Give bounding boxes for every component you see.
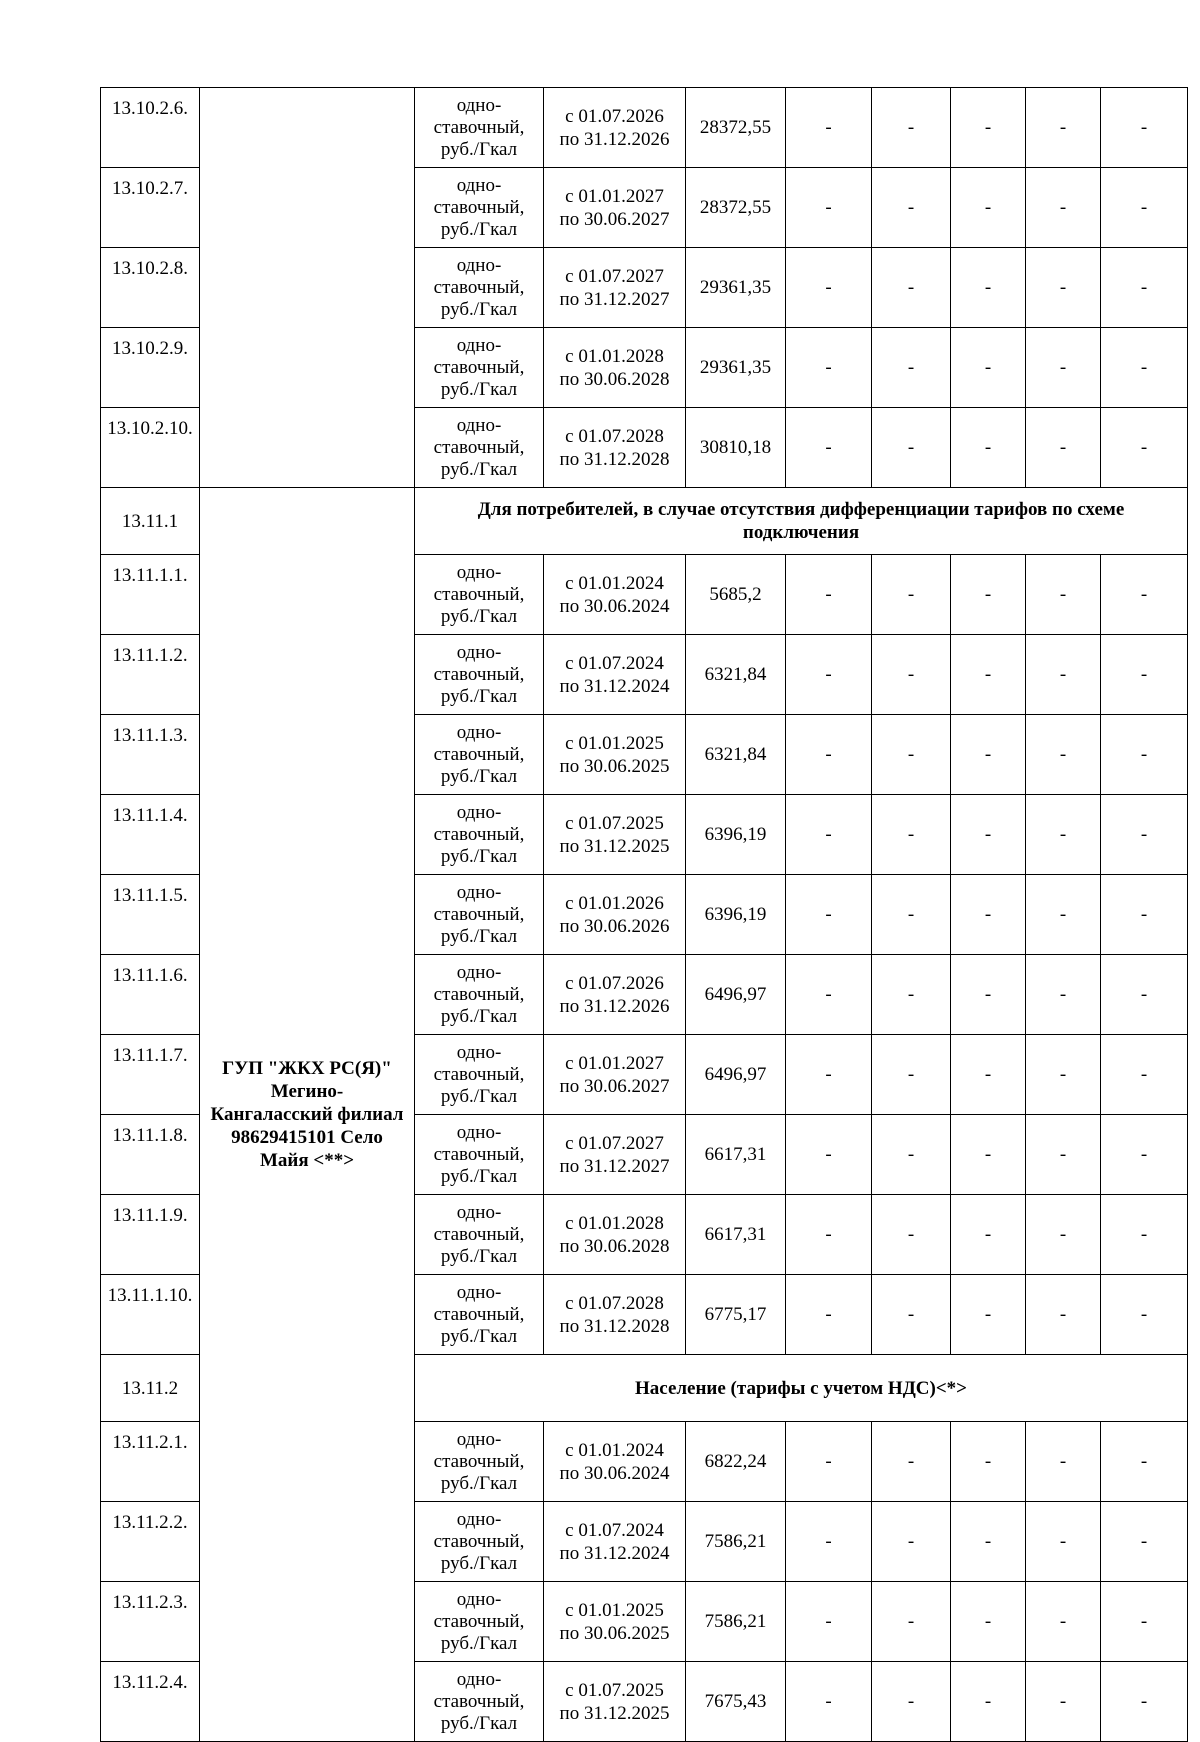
empty-value-cell: -	[872, 1582, 951, 1662]
period-from: с 01.07.2026	[565, 972, 664, 994]
empty-value-cell: -	[786, 875, 872, 955]
empty-value-cell: -	[872, 1502, 951, 1582]
row-number: 13.10.2.9.	[101, 328, 200, 408]
tariff-table	[100, 87, 1188, 1742]
period-to: по 30.06.2024	[559, 595, 670, 617]
empty-value-cell: -	[1101, 715, 1188, 795]
empty-value-cell: -	[1101, 1662, 1188, 1742]
tariff-period	[544, 1662, 686, 1742]
tariff-kind: одно-ставочный, руб./Гкал	[415, 1422, 544, 1502]
empty-value-cell: -	[872, 168, 951, 248]
tariff-value: 6496,97	[686, 1035, 786, 1115]
empty-value-cell: -	[872, 555, 951, 635]
empty-value-cell: -	[1101, 328, 1188, 408]
period-to: по 31.12.2026	[559, 128, 670, 150]
empty-value-cell: -	[951, 1502, 1026, 1582]
empty-value-cell: -	[872, 1662, 951, 1742]
row-number: 13.10.2.8.	[101, 248, 200, 328]
section-header-row	[101, 488, 1188, 555]
period-to: по 31.12.2027	[559, 288, 670, 310]
empty-value-cell: -	[951, 328, 1026, 408]
tariff-period	[544, 408, 686, 488]
empty-value-cell: -	[1026, 955, 1101, 1035]
section-header: Для потребителей, в случае отсутствия дифференциации тарифов по схеме подключения	[415, 488, 1188, 555]
period-from: с 01.01.2028	[565, 345, 664, 367]
tariff-kind: одно-ставочный, руб./Гкал	[415, 955, 544, 1035]
row-number: 13.11.1.9.	[101, 1195, 200, 1275]
period-from: с 01.07.2026	[565, 105, 664, 127]
tariff-value: 6822,24	[686, 1422, 786, 1502]
tariff-table-body	[101, 88, 1188, 1742]
period-from: с 01.07.2025	[565, 1679, 664, 1701]
row-number: 13.11.1.4.	[101, 795, 200, 875]
tariff-value: 6617,31	[686, 1195, 786, 1275]
tariff-value: 7675,43	[686, 1662, 786, 1742]
empty-value-cell: -	[1101, 88, 1188, 168]
tariff-period	[544, 1422, 686, 1502]
tariff-period	[544, 1195, 686, 1275]
empty-value-cell: -	[786, 1582, 872, 1662]
empty-value-cell: -	[1026, 1115, 1101, 1195]
empty-value-cell: -	[872, 875, 951, 955]
tariff-value: 6396,19	[686, 875, 786, 955]
tariff-value: 6396,19	[686, 795, 786, 875]
row-number: 13.11.2.1.	[101, 1422, 200, 1502]
empty-value-cell: -	[786, 168, 872, 248]
empty-value-cell: -	[1101, 1115, 1188, 1195]
empty-value-cell: -	[1026, 635, 1101, 715]
empty-value-cell: -	[872, 1035, 951, 1115]
tariff-kind: одно-ставочный, руб./Гкал	[415, 1275, 544, 1355]
empty-value-cell: -	[872, 408, 951, 488]
section-number: 13.11.2	[101, 1355, 200, 1422]
empty-value-cell: -	[872, 1195, 951, 1275]
section-header: Население (тарифы с учетом НДС)<*>	[415, 1355, 1188, 1422]
tariff-value: 6617,31	[686, 1115, 786, 1195]
empty-value-cell: -	[1026, 328, 1101, 408]
tariff-value: 6496,97	[686, 955, 786, 1035]
empty-value-cell: -	[872, 1422, 951, 1502]
period-from: с 01.01.2024	[565, 1439, 664, 1461]
empty-value-cell: -	[1101, 875, 1188, 955]
tariff-period	[544, 1115, 686, 1195]
period-from: с 01.07.2024	[565, 1519, 664, 1541]
row-number: 13.11.2.2.	[101, 1502, 200, 1582]
tariff-kind: одно-ставочный, руб./Гкал	[415, 795, 544, 875]
empty-value-cell: -	[1026, 1035, 1101, 1115]
empty-value-cell: -	[951, 1115, 1026, 1195]
empty-value-cell: -	[786, 408, 872, 488]
period-to: по 31.12.2027	[559, 1155, 670, 1177]
row-number: 13.11.1.1.	[101, 555, 200, 635]
tariff-kind: одно-ставочный, руб./Гкал	[415, 248, 544, 328]
empty-value-cell: -	[951, 955, 1026, 1035]
period-to: по 30.06.2028	[559, 368, 670, 390]
empty-value-cell: -	[951, 88, 1026, 168]
period-to: по 31.12.2028	[559, 448, 670, 470]
empty-value-cell: -	[786, 248, 872, 328]
period-to: по 30.06.2025	[559, 1622, 670, 1644]
empty-value-cell: -	[951, 795, 1026, 875]
period-from: с 01.07.2025	[565, 812, 664, 834]
empty-value-cell: -	[1026, 1422, 1101, 1502]
tariff-period	[544, 1502, 686, 1582]
empty-value-cell: -	[951, 875, 1026, 955]
empty-value-cell: -	[786, 795, 872, 875]
empty-value-cell: -	[1101, 408, 1188, 488]
row-number: 13.10.2.7.	[101, 168, 200, 248]
tariff-value: 6321,84	[686, 715, 786, 795]
period-from: с 01.01.2026	[565, 892, 664, 914]
tariff-period	[544, 1275, 686, 1355]
empty-value-cell: -	[786, 555, 872, 635]
empty-value-cell: -	[786, 1662, 872, 1742]
tariff-kind: одно-ставочный, руб./Гкал	[415, 875, 544, 955]
period-from: с 01.01.2024	[565, 572, 664, 594]
period-from: с 01.01.2027	[565, 185, 664, 207]
tariff-value: 29361,35	[686, 328, 786, 408]
table-row	[101, 88, 1188, 168]
tariff-period	[544, 795, 686, 875]
empty-value-cell: -	[786, 1195, 872, 1275]
tariff-period	[544, 328, 686, 408]
period-from: с 01.07.2024	[565, 652, 664, 674]
tariff-period	[544, 1035, 686, 1115]
tariff-value: 29361,35	[686, 248, 786, 328]
tariff-kind: одно-ставочный, руб./Гкал	[415, 88, 544, 168]
empty-value-cell: -	[1026, 1195, 1101, 1275]
empty-value-cell: -	[786, 1115, 872, 1195]
organization-cell-continued	[200, 88, 415, 488]
tariff-kind: одно-ставочный, руб./Гкал	[415, 408, 544, 488]
period-from: с 01.01.2025	[565, 1599, 664, 1621]
empty-value-cell: -	[1026, 248, 1101, 328]
empty-value-cell: -	[951, 635, 1026, 715]
row-number: 13.10.2.6.	[101, 88, 200, 168]
tariff-period	[544, 715, 686, 795]
period-from: с 01.01.2028	[565, 1212, 664, 1234]
tariff-value: 7586,21	[686, 1502, 786, 1582]
empty-value-cell: -	[872, 955, 951, 1035]
row-number: 13.11.1.10.	[101, 1275, 200, 1355]
empty-value-cell: -	[786, 635, 872, 715]
period-to: по 30.06.2025	[559, 755, 670, 777]
empty-value-cell: -	[1026, 795, 1101, 875]
period-from: с 01.01.2025	[565, 732, 664, 754]
row-number: 13.11.1.7.	[101, 1035, 200, 1115]
empty-value-cell: -	[1101, 1502, 1188, 1582]
period-to: по 31.12.2025	[559, 1702, 670, 1724]
row-number: 13.11.1.6.	[101, 955, 200, 1035]
tariff-kind: одно-ставочный, руб./Гкал	[415, 1662, 544, 1742]
tariff-period	[544, 955, 686, 1035]
tariff-value: 7586,21	[686, 1582, 786, 1662]
empty-value-cell: -	[1026, 715, 1101, 795]
period-to: по 31.12.2025	[559, 835, 670, 857]
row-number: 13.11.1.2.	[101, 635, 200, 715]
empty-value-cell: -	[1026, 555, 1101, 635]
organization-cell: ГУП "ЖКХ РС(Я)" Мегино-Кангаласский филиал 98629415101 Село Майя <**>	[200, 488, 415, 1742]
empty-value-cell: -	[1026, 1582, 1101, 1662]
period-to: по 31.12.2024	[559, 675, 670, 697]
empty-value-cell: -	[1101, 248, 1188, 328]
empty-value-cell: -	[1026, 88, 1101, 168]
empty-value-cell: -	[951, 168, 1026, 248]
empty-value-cell: -	[1101, 168, 1188, 248]
empty-value-cell: -	[951, 408, 1026, 488]
empty-value-cell: -	[872, 248, 951, 328]
empty-value-cell: -	[786, 715, 872, 795]
section-number: 13.11.1	[101, 488, 200, 555]
empty-value-cell: -	[951, 555, 1026, 635]
empty-value-cell: -	[1101, 1582, 1188, 1662]
empty-value-cell: -	[1101, 955, 1188, 1035]
empty-value-cell: -	[1026, 1662, 1101, 1742]
empty-value-cell: -	[1101, 1195, 1188, 1275]
empty-value-cell: -	[786, 88, 872, 168]
tariff-period	[544, 248, 686, 328]
tariff-kind: одно-ставочный, руб./Гкал	[415, 715, 544, 795]
tariff-kind: одно-ставочный, руб./Гкал	[415, 635, 544, 715]
period-to: по 30.06.2026	[559, 915, 670, 937]
row-number: 13.11.2.4.	[101, 1662, 200, 1742]
empty-value-cell: -	[872, 1115, 951, 1195]
tariff-kind: одно-ставочный, руб./Гкал	[415, 1582, 544, 1662]
period-to: по 30.06.2024	[559, 1462, 670, 1484]
empty-value-cell: -	[1026, 1502, 1101, 1582]
tariff-kind: одно-ставочный, руб./Гкал	[415, 1035, 544, 1115]
tariff-kind: одно-ставочный, руб./Гкал	[415, 1115, 544, 1195]
empty-value-cell: -	[872, 795, 951, 875]
empty-value-cell: -	[951, 715, 1026, 795]
period-from: с 01.07.2027	[565, 265, 664, 287]
period-from: с 01.07.2027	[565, 1132, 664, 1154]
empty-value-cell: -	[872, 328, 951, 408]
period-to: по 30.06.2027	[559, 1075, 670, 1097]
empty-value-cell: -	[951, 1195, 1026, 1275]
empty-value-cell: -	[786, 328, 872, 408]
row-number: 13.10.2.10.	[101, 408, 200, 488]
tariff-value: 5685,2	[686, 555, 786, 635]
empty-value-cell: -	[1026, 1275, 1101, 1355]
empty-value-cell: -	[951, 1662, 1026, 1742]
period-to: по 30.06.2028	[559, 1235, 670, 1257]
row-number: 13.11.1.3.	[101, 715, 200, 795]
empty-value-cell: -	[951, 248, 1026, 328]
empty-value-cell: -	[1026, 875, 1101, 955]
empty-value-cell: -	[872, 635, 951, 715]
row-number: 13.11.1.8.	[101, 1115, 200, 1195]
tariff-period	[544, 1582, 686, 1662]
empty-value-cell: -	[786, 955, 872, 1035]
tariff-value: 6775,17	[686, 1275, 786, 1355]
tariff-kind: одно-ставочный, руб./Гкал	[415, 1195, 544, 1275]
empty-value-cell: -	[1026, 408, 1101, 488]
empty-value-cell: -	[1101, 1275, 1188, 1355]
row-number: 13.11.1.5.	[101, 875, 200, 955]
empty-value-cell: -	[951, 1035, 1026, 1115]
period-from: с 01.07.2028	[565, 425, 664, 447]
period-to: по 31.12.2024	[559, 1542, 670, 1564]
tariff-period	[544, 635, 686, 715]
tariff-value: 30810,18	[686, 408, 786, 488]
tariff-kind: одно-ставочный, руб./Гкал	[415, 555, 544, 635]
empty-value-cell: -	[951, 1422, 1026, 1502]
period-to: по 30.06.2027	[559, 208, 670, 230]
empty-value-cell: -	[1101, 1422, 1188, 1502]
period-to: по 31.12.2028	[559, 1315, 670, 1337]
empty-value-cell: -	[1101, 1035, 1188, 1115]
tariff-value: 28372,55	[686, 88, 786, 168]
period-from: с 01.01.2027	[565, 1052, 664, 1074]
tariff-value: 6321,84	[686, 635, 786, 715]
empty-value-cell: -	[951, 1275, 1026, 1355]
empty-value-cell: -	[872, 1275, 951, 1355]
empty-value-cell: -	[786, 1275, 872, 1355]
period-from: с 01.07.2028	[565, 1292, 664, 1314]
tariff-period	[544, 88, 686, 168]
row-number: 13.11.2.3.	[101, 1582, 200, 1662]
empty-value-cell: -	[1101, 795, 1188, 875]
tariff-kind: одно-ставочный, руб./Гкал	[415, 1502, 544, 1582]
empty-value-cell: -	[786, 1035, 872, 1115]
empty-value-cell: -	[786, 1422, 872, 1502]
empty-value-cell: -	[1101, 555, 1188, 635]
tariff-kind: одно-ставочный, руб./Гкал	[415, 168, 544, 248]
tariff-value: 28372,55	[686, 168, 786, 248]
empty-value-cell: -	[951, 1582, 1026, 1662]
period-to: по 31.12.2026	[559, 995, 670, 1017]
empty-value-cell: -	[1026, 168, 1101, 248]
tariff-period	[544, 875, 686, 955]
tariff-period	[544, 555, 686, 635]
empty-value-cell: -	[872, 715, 951, 795]
empty-value-cell: -	[872, 88, 951, 168]
tariff-period	[544, 168, 686, 248]
empty-value-cell: -	[1101, 635, 1188, 715]
empty-value-cell: -	[786, 1502, 872, 1582]
tariff-kind: одно-ставочный, руб./Гкал	[415, 328, 544, 408]
